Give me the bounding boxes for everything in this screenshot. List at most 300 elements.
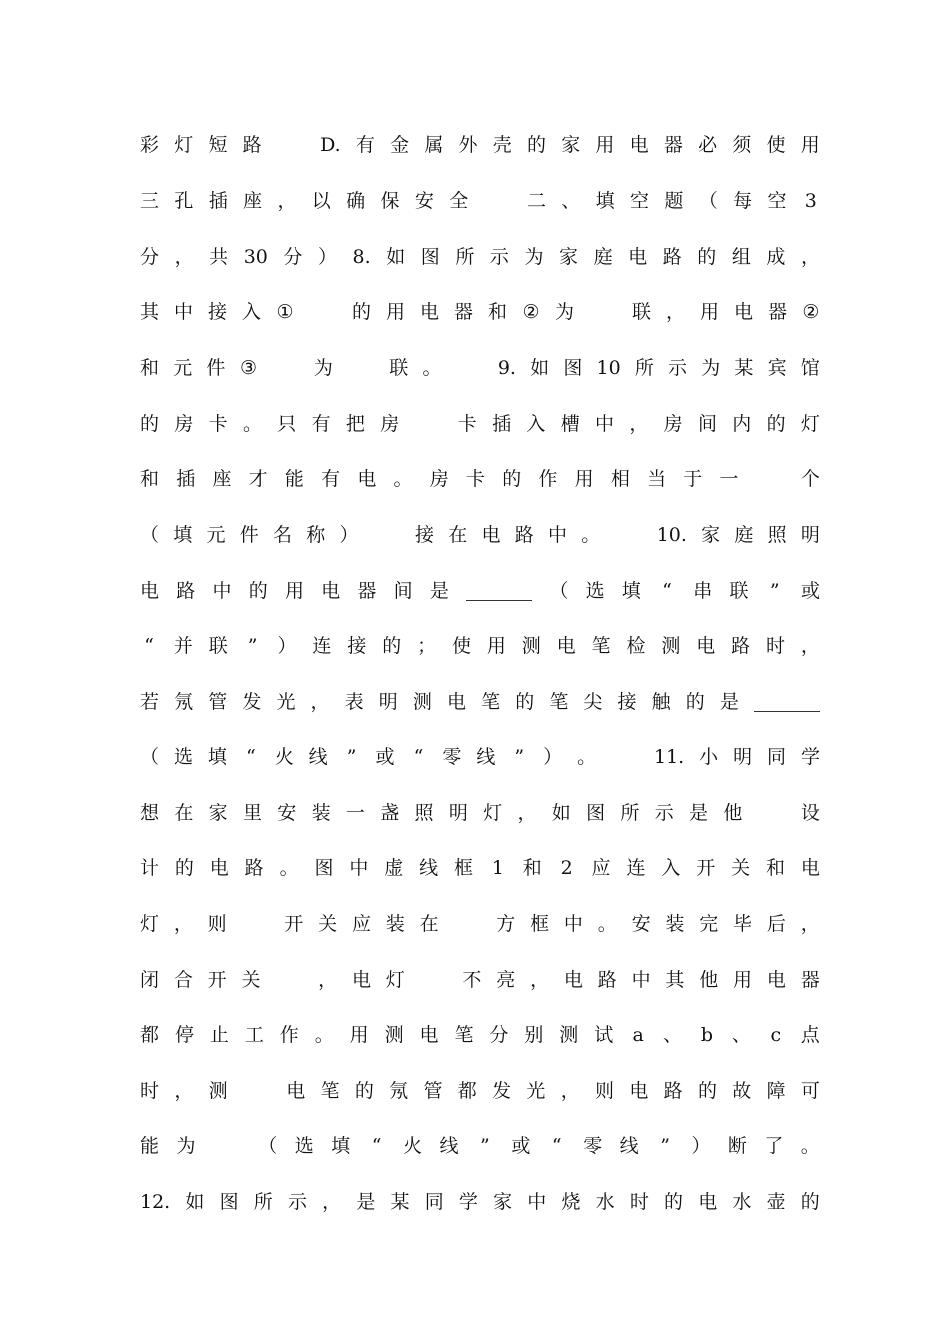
text-char: 件 xyxy=(206,357,226,379)
text-char: 。 xyxy=(422,357,442,379)
text-char: 线 xyxy=(476,746,496,768)
text-char: 填 xyxy=(621,580,641,602)
text-char: 光 xyxy=(276,691,296,713)
text-char: 示 xyxy=(489,246,509,268)
text-char: 元 xyxy=(173,357,193,379)
text-char: 想 xyxy=(140,802,160,824)
text-char: 同 xyxy=(424,1191,444,1213)
text-char xyxy=(758,798,786,828)
text-char: “ xyxy=(662,580,672,602)
text-char: 填 xyxy=(173,524,193,546)
text-char: 明 xyxy=(378,691,398,713)
text-char: 测 xyxy=(521,635,541,657)
text-char: 里 xyxy=(242,802,262,824)
text-char: 电 xyxy=(357,468,377,490)
text-line xyxy=(140,1020,820,1050)
text-char: ） xyxy=(543,746,563,768)
text-char: 学 xyxy=(458,1191,478,1213)
text-char: 中 xyxy=(174,301,194,323)
text-char: 安 xyxy=(277,802,297,824)
text-char xyxy=(347,353,375,383)
text-char: 填 xyxy=(331,1135,351,1157)
text-char: 为 xyxy=(176,1135,196,1157)
text-char xyxy=(415,409,443,439)
text-char: 计 xyxy=(140,857,160,879)
text-char: 12. xyxy=(140,1191,171,1213)
text-char xyxy=(243,1076,271,1106)
text-char: 开 xyxy=(696,857,716,879)
text-line xyxy=(140,742,820,772)
text-char: 完 xyxy=(699,913,719,935)
text-char: 。 xyxy=(581,524,601,546)
text-char: 、 xyxy=(731,1024,751,1046)
text-char: 用 xyxy=(349,1024,369,1046)
text-char: 的 xyxy=(382,635,402,657)
text-char: 如 xyxy=(530,357,550,379)
text-char: 间 xyxy=(697,413,717,435)
text-char: “ xyxy=(245,746,256,768)
text-line xyxy=(140,130,820,160)
text-char: 卡 xyxy=(465,468,485,490)
text-char: 图 xyxy=(586,802,606,824)
text-char: 庭 xyxy=(734,524,754,546)
text-char: 分 xyxy=(283,246,303,268)
text-char: 使 xyxy=(451,635,471,657)
text-char: 作 xyxy=(279,1024,299,1046)
text-char: 电 xyxy=(446,691,466,713)
text-char: 装 xyxy=(385,913,405,935)
text-char: 笔 xyxy=(454,1024,474,1046)
text-char: 止 xyxy=(209,1024,229,1046)
text-char: 灯 xyxy=(140,913,160,935)
text-char: 学 xyxy=(800,746,820,768)
text-char: ， xyxy=(174,246,194,268)
text-char: 短 xyxy=(208,134,228,156)
text-char: 路 xyxy=(176,580,196,602)
text-char: 8. xyxy=(352,246,371,268)
text-char: ） xyxy=(317,246,337,268)
text-char: b xyxy=(700,1024,714,1046)
text-char: 座 xyxy=(243,190,263,212)
text-line xyxy=(140,520,820,550)
text-char: 联 xyxy=(208,635,228,657)
text-char: 。 xyxy=(393,468,413,490)
text-char: 电 xyxy=(696,635,716,657)
text-char: 他 xyxy=(699,969,719,991)
text-char: 其 xyxy=(665,969,685,991)
text-char: 路 xyxy=(662,246,682,268)
text-char: ， xyxy=(322,1191,342,1213)
text-char: 氖 xyxy=(174,691,194,713)
text-char: 1 xyxy=(491,857,504,879)
text-char: 全 xyxy=(449,190,469,212)
text-char: 中 xyxy=(349,857,369,879)
text-char: ” xyxy=(480,1135,490,1157)
text-char: 电 xyxy=(419,301,439,323)
text-char: 用 xyxy=(699,301,719,323)
text-char: 断 xyxy=(727,1135,747,1157)
text-char: 测 xyxy=(661,635,681,657)
text-char: 9. xyxy=(497,357,516,379)
text-char: ” xyxy=(769,580,780,602)
text-char: 发 xyxy=(242,691,262,713)
text-char: （ xyxy=(698,190,718,212)
text-char: 所 xyxy=(455,246,475,268)
text-char: 亮 xyxy=(496,969,516,991)
text-char: 把 xyxy=(345,413,365,435)
text-char: 壳 xyxy=(492,134,512,156)
text-char: 是 xyxy=(356,1191,376,1213)
text-char: 并 xyxy=(173,635,193,657)
text-char: 组 xyxy=(731,246,751,268)
text-char xyxy=(213,1131,241,1161)
text-char: 路 xyxy=(731,635,751,657)
text-char: 为 xyxy=(701,357,721,379)
text-char: 在 xyxy=(174,802,194,824)
text-char: 图 xyxy=(314,857,334,879)
text-char: 工 xyxy=(244,1024,264,1046)
text-line xyxy=(140,853,820,883)
text-char: ， xyxy=(800,635,820,657)
text-char: 电 xyxy=(629,134,649,156)
text-char: 不 xyxy=(462,969,482,991)
text-char: 成 xyxy=(766,246,786,268)
text-char: ① xyxy=(276,301,294,323)
text-char: 的 xyxy=(174,857,194,879)
text-char: 属 xyxy=(424,134,444,156)
text-char: 的 xyxy=(664,1191,684,1213)
text-char: 11. xyxy=(653,746,685,768)
text-char xyxy=(277,130,305,160)
text-char: 在 xyxy=(419,913,439,935)
text-char: 用 xyxy=(385,301,405,323)
text-char xyxy=(756,464,784,494)
text-char: （ xyxy=(140,746,160,768)
text-char: 和 xyxy=(487,301,507,323)
text-char: 和 xyxy=(140,357,160,379)
text-char: c xyxy=(770,1024,782,1046)
text-char: 框 xyxy=(454,857,474,879)
text-char: 中 xyxy=(212,580,232,602)
text-char: 座 xyxy=(212,468,232,490)
text-char: 是 xyxy=(719,691,739,713)
text-char: “ xyxy=(371,1135,382,1157)
text-char: 是 xyxy=(689,802,709,824)
text-char: 为 xyxy=(524,246,544,268)
text-char: 。 xyxy=(314,1024,334,1046)
text-char: 所 xyxy=(634,357,654,379)
text-char xyxy=(614,520,642,550)
text-char: 安 xyxy=(631,913,651,935)
text-char: 故 xyxy=(732,1080,752,1102)
text-char: 了 xyxy=(764,1135,784,1157)
text-char: 器 xyxy=(357,580,377,602)
text-char: 房 xyxy=(380,413,400,435)
text-char: 馆 xyxy=(800,357,820,379)
text-char: 连 xyxy=(626,857,646,879)
text-char: 的 xyxy=(766,413,786,435)
text-char: 应 xyxy=(351,913,371,935)
text-char: 灯 xyxy=(800,413,820,435)
text-char: 明 xyxy=(733,746,753,768)
text-char: 的 xyxy=(697,1080,717,1102)
text-char: 若 xyxy=(140,691,160,713)
text-char: 图 xyxy=(420,246,440,268)
text-char: 入 xyxy=(661,857,681,879)
fill-in-blank xyxy=(754,693,820,712)
text-char: 路 xyxy=(597,969,617,991)
text-char: 孔 xyxy=(174,190,194,212)
text-char: 尖 xyxy=(583,691,603,713)
text-char: 灯 xyxy=(385,969,405,991)
text-char: 三 xyxy=(140,190,160,212)
text-char: 确 xyxy=(346,190,366,212)
text-char: 的 xyxy=(697,246,717,268)
text-char: 如 xyxy=(386,246,406,268)
text-char: ； xyxy=(417,635,437,657)
text-char: 照 xyxy=(414,802,434,824)
text-char: 能 xyxy=(140,1135,160,1157)
text-char: 题 xyxy=(664,190,684,212)
text-char: 火 xyxy=(403,1135,423,1157)
text-char: 填 xyxy=(207,746,227,768)
text-char: 照 xyxy=(767,524,787,546)
text-char: 火 xyxy=(274,746,294,768)
text-char xyxy=(272,353,300,383)
text-char: 表 xyxy=(344,691,364,713)
text-char: 有 xyxy=(311,413,331,435)
text-char xyxy=(275,965,303,995)
text-char: 试 xyxy=(594,1024,614,1046)
text-char: 明 xyxy=(800,524,820,546)
text-char: 示 xyxy=(654,802,674,824)
text-char: 用 xyxy=(486,635,506,657)
text-char: 时 xyxy=(766,635,786,657)
text-char: 电 xyxy=(629,1080,649,1102)
text-line xyxy=(140,965,820,995)
text-char: 毕 xyxy=(733,913,753,935)
text-char: 能 xyxy=(284,468,304,490)
text-char: 别 xyxy=(524,1024,544,1046)
text-char: （ xyxy=(258,1135,278,1157)
text-char: 有 xyxy=(355,134,375,156)
text-char xyxy=(453,909,481,939)
text-char: 选 xyxy=(173,746,193,768)
text-line xyxy=(140,798,820,828)
text-char: 或 xyxy=(800,580,820,602)
text-char: ， xyxy=(174,1080,194,1102)
text-char: 插 xyxy=(492,413,512,435)
text-char: ” xyxy=(346,746,357,768)
text-char: 线 xyxy=(619,1135,639,1157)
text-char: 测 xyxy=(559,1024,579,1046)
text-char: 分 xyxy=(140,246,160,268)
text-char: 串 xyxy=(693,580,713,602)
text-char: 使 xyxy=(766,134,786,156)
text-char: 关 xyxy=(318,913,338,935)
text-char: 卡 xyxy=(208,413,228,435)
text-char: 30 xyxy=(243,246,268,268)
text-char xyxy=(373,520,401,550)
text-char: 氖 xyxy=(389,1080,409,1102)
text-line xyxy=(140,186,820,216)
text-char: 闭 xyxy=(140,969,160,991)
text-char: 某 xyxy=(734,357,754,379)
text-char: 2 xyxy=(560,857,573,879)
text-char: 用 xyxy=(574,468,594,490)
text-char: D. xyxy=(320,134,341,156)
text-char: 房 xyxy=(663,413,683,435)
text-char: 器 xyxy=(767,301,787,323)
text-char: 一 xyxy=(719,468,739,490)
text-char: 家 xyxy=(701,524,721,546)
text-char: 开 xyxy=(284,913,304,935)
text-char: 选 xyxy=(294,1135,314,1157)
text-char: 宾 xyxy=(767,357,787,379)
text-char: 电 xyxy=(351,969,371,991)
text-char: ② xyxy=(802,301,820,323)
text-char: 填 xyxy=(595,190,615,212)
text-char: 连 xyxy=(312,635,332,657)
text-char: 入 xyxy=(242,301,262,323)
text-char: 路 xyxy=(514,524,534,546)
text-char: “ xyxy=(551,1135,562,1157)
text-char: 联 xyxy=(631,301,651,323)
text-char: 电 xyxy=(563,969,583,991)
text-char: 入 xyxy=(526,413,546,435)
text-char: 选 xyxy=(585,580,605,602)
text-char: 则 xyxy=(207,913,227,935)
text-char: 线 xyxy=(308,746,328,768)
text-char: 、 xyxy=(561,190,581,212)
text-char: 槽 xyxy=(560,413,580,435)
text-char: 灯 xyxy=(483,802,503,824)
text-char: 所 xyxy=(620,802,640,824)
text-char: ” xyxy=(247,635,258,657)
text-char: ， xyxy=(665,301,685,323)
text-char: 和 xyxy=(522,857,542,879)
text-char: 在 xyxy=(448,524,468,546)
text-char: 安 xyxy=(414,190,434,212)
text-char: （ xyxy=(549,580,569,602)
text-char: 设 xyxy=(800,802,820,824)
text-line xyxy=(140,576,820,606)
text-char: 明 xyxy=(448,802,468,824)
text-char: ③ xyxy=(240,357,258,379)
text-char: 10. xyxy=(656,524,687,546)
text-char: 3 xyxy=(804,190,817,212)
text-char: 空 xyxy=(767,190,787,212)
text-char: 零 xyxy=(583,1135,603,1157)
text-char: 。 xyxy=(800,1135,820,1157)
text-char: 电 xyxy=(800,857,820,879)
text-char: ， xyxy=(629,413,649,435)
text-char: 中 xyxy=(527,1191,547,1213)
text-char xyxy=(484,186,512,216)
text-char: ， xyxy=(530,969,550,991)
text-char: 、 xyxy=(663,1024,683,1046)
text-char: ” xyxy=(514,746,525,768)
text-char: 或 xyxy=(375,746,395,768)
text-char: 外 xyxy=(458,134,478,156)
text-char: 10 xyxy=(596,357,621,379)
text-char: 。 xyxy=(242,413,262,435)
text-char: 路 xyxy=(244,857,264,879)
text-char: 器 xyxy=(663,134,683,156)
text-char: 示 xyxy=(668,357,688,379)
text-char: 电 xyxy=(321,580,341,602)
text-char: 某 xyxy=(390,1191,410,1213)
text-char: 或 xyxy=(511,1135,531,1157)
text-char: 电 xyxy=(209,857,229,879)
text-char: 应 xyxy=(591,857,611,879)
text-char: 框 xyxy=(530,913,550,935)
text-char: ， xyxy=(277,190,297,212)
text-char: 内 xyxy=(732,413,752,435)
text-char: 每 xyxy=(733,190,753,212)
text-char: 同 xyxy=(767,746,787,768)
text-line xyxy=(140,687,820,717)
text-char: 的 xyxy=(351,301,371,323)
text-char: 器 xyxy=(453,301,473,323)
text-char: “ xyxy=(413,746,424,768)
text-char: 用 xyxy=(800,134,820,156)
text-char: 笔 xyxy=(320,1080,340,1102)
text-char: 是 xyxy=(429,580,449,602)
text-char: 接 xyxy=(208,301,228,323)
text-char: 的 xyxy=(515,691,535,713)
text-line xyxy=(140,297,820,327)
text-line xyxy=(140,631,820,661)
text-char: 以 xyxy=(311,190,331,212)
text-char: ， xyxy=(517,802,537,824)
text-char: 的 xyxy=(140,413,160,435)
text-char xyxy=(309,297,337,327)
text-char: 点 xyxy=(800,1024,820,1046)
text-char: 房 xyxy=(429,468,449,490)
text-char: 测 xyxy=(208,1080,228,1102)
text-char: 障 xyxy=(766,1080,786,1102)
text-char: 。 xyxy=(597,913,617,935)
text-char: 名 xyxy=(273,524,293,546)
text-line xyxy=(140,353,820,383)
text-char: 联 xyxy=(389,357,409,379)
text-char: 烧 xyxy=(561,1191,581,1213)
text-char: 家 xyxy=(208,802,228,824)
text-char: 器 xyxy=(800,969,820,991)
text-char: 都 xyxy=(457,1080,477,1102)
text-char: 时 xyxy=(629,1191,649,1213)
text-char: ， xyxy=(800,246,820,268)
text-char: 方 xyxy=(496,913,516,935)
text-char: 水 xyxy=(595,1191,615,1213)
text-char: 电 xyxy=(419,1024,439,1046)
text-char: 家 xyxy=(559,246,579,268)
text-char: 光 xyxy=(526,1080,546,1102)
text-char: 发 xyxy=(492,1080,512,1102)
text-char: 装 xyxy=(311,802,331,824)
text-char: 称 xyxy=(306,524,326,546)
text-line xyxy=(140,242,820,272)
text-char: ， xyxy=(318,969,338,991)
text-char: 管 xyxy=(423,1080,443,1102)
text-char: 他 xyxy=(723,802,743,824)
text-char: 和 xyxy=(766,857,786,879)
text-char: 路 xyxy=(242,134,262,156)
text-char: 电 xyxy=(733,301,753,323)
text-line xyxy=(140,909,820,939)
text-char: 当 xyxy=(647,468,667,490)
